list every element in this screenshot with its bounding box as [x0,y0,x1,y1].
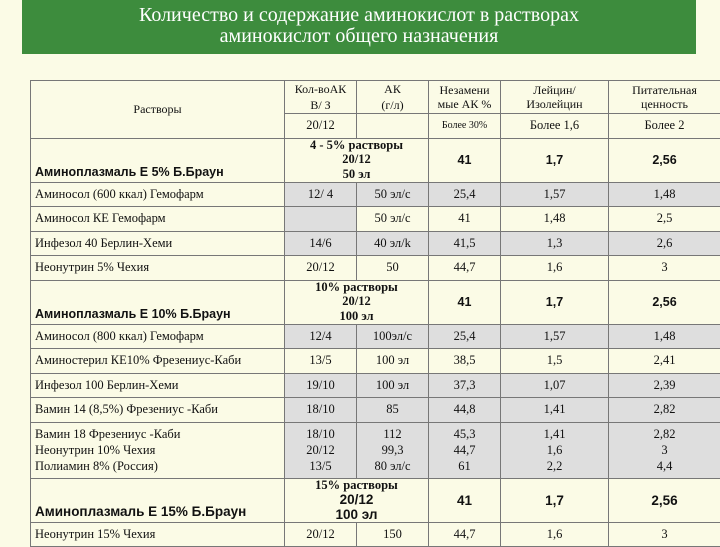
row-count: 13/5 [285,349,357,374]
ref-nutrition: Более 2 [609,114,720,139]
row-leucine: 2,2 [505,458,604,474]
row-count: 18/10 [289,426,352,442]
row-name: Аминоплазмаль Е 10% Б.Браун [31,280,285,324]
row-count: 20/12 [323,152,391,167]
row-name: Инфезол 100 Берлин-Хеми [31,373,285,398]
table-row [31,138,720,182]
row-essential: 44,8 [429,398,501,423]
row-ak: 40 эл/k [357,231,429,256]
row-name: Аминосол КЕ Гемофарм [31,207,285,232]
row-essential: 41,5 [429,231,501,256]
row-nutrition: 2,41 [609,349,720,374]
header-essential: Незамени мые АК % [429,81,501,114]
header-count-sub: В/ З [289,97,352,113]
row-name: Неонутрин 10% Чехия [35,442,280,458]
section-10-percent [285,280,429,324]
row-leucine: 1,6 [501,522,609,547]
row-leucine: 1,3 [501,231,609,256]
row-nutrition: 2,56 [609,280,720,324]
row-leucine: 1,48 [501,207,609,232]
ref-ak-empty [357,114,429,139]
header-ak [357,81,429,114]
section-label: 4 - 5% растворы [289,139,424,152]
row-ak: 50 эл/с [357,182,429,207]
row-name: Аминостерил КЕ10% Фрезениус-Каби [31,349,285,374]
row-leucine: 1,5 [501,349,609,374]
title-line-2: аминокислот общего назначения [220,25,499,47]
row-name: Аминоплазмаль Е 15% Б.Браун [31,478,285,522]
table-row [31,182,720,207]
table-row [31,373,720,398]
row-ak: 100 эл [357,373,429,398]
slide-title [22,0,696,54]
row-leucine: 1,57 [501,182,609,207]
row-name: Полиамин 8% (Россия) [35,458,280,474]
row-count: 20/12 [285,522,357,547]
header-solutions: Растворы [31,81,285,139]
row-names [31,422,285,478]
title-line-1: Количество и содержание аминокислот в растворах [139,4,579,26]
row-leucine: 1,7 [501,280,609,324]
header-leucine: Лейцин/ Изолейцин [501,81,609,114]
table-row [31,324,720,349]
row-essential: 37,3 [429,373,501,398]
table-row [31,280,720,324]
row-leucine: 1,7 [501,138,609,182]
row-count: 19/10 [285,373,357,398]
row-ak: 50 [357,256,429,281]
header-nutrition: Питательная ценность [609,81,720,114]
row-essential: 41 [429,478,501,522]
row-nutrition: 2,56 [609,138,720,182]
row-name: Вамин 14 (8,5%) Фрезениус -Каби [31,398,285,423]
row-name: Аминосол (800 ккал) Гемофарм [31,324,285,349]
ref-essential: Более 30% [429,114,501,139]
row-count: 13/5 [289,458,352,474]
row-essential: 41 [429,280,501,324]
row-name: Аминоплазмаль Е 5% Б.Браун [31,138,285,182]
header-ak-label: АК [361,81,424,97]
row-nutrition: 3 [613,442,716,458]
section-label: 10% растворы [289,281,424,294]
row-essential: 44,7 [433,442,496,458]
row-count: 20/12 [285,256,357,281]
table-row-group [31,422,720,478]
row-nutrition: 2,82 [609,398,720,423]
row-nutrition: 1,48 [609,182,720,207]
row-nutrition: 3 [609,522,720,547]
row-nutritions [609,422,720,478]
section-15-percent [285,478,429,522]
row-nutrition: 2,56 [609,478,720,522]
row-name: Вамин 18 Фрезениус -Каби [35,426,280,442]
row-ak: 112 [361,426,424,442]
row-leucine: 1,41 [501,398,609,423]
row-leucines [501,422,609,478]
row-count: 18/10 [285,398,357,423]
row-ak: 50 эл/с [357,207,429,232]
row-ak: 100 эл [357,349,429,374]
row-leucine: 1,07 [501,373,609,398]
row-count [285,207,357,232]
row-count: 14/6 [285,231,357,256]
ref-leucine: Более 1,6 [501,114,609,139]
row-leucine: 1,7 [501,478,609,522]
row-essential: 25,4 [429,182,501,207]
row-essential: 44,7 [429,256,501,281]
row-ak: 150 [357,522,429,547]
row-leucine: 1,6 [501,256,609,281]
row-essential: 45,3 [433,426,496,442]
row-count: 12/ 4 [285,182,357,207]
table-row [31,231,720,256]
row-essential: 41 [429,138,501,182]
row-ak: 100 эл [323,507,391,522]
row-name: Аминосол (600 ккал) Гемофарм [31,182,285,207]
row-ak: 100эл/с [357,324,429,349]
row-aks [357,422,429,478]
row-ak: 50 эл [323,167,391,182]
row-leucine: 1,6 [505,442,604,458]
table-row [31,522,720,547]
row-ak: 85 [357,398,429,423]
row-count: 20/12 [323,294,391,309]
row-leucine: 1,57 [501,324,609,349]
header-count-label: Кол-воАК [289,81,352,97]
section-label: 15% растворы [289,479,424,492]
table-row [31,349,720,374]
row-nutrition: 2,6 [609,231,720,256]
row-ak: 99,3 [361,442,424,458]
row-nutrition: 2,82 [613,426,716,442]
row-essential: 44,7 [429,522,501,547]
amino-acid-table [30,80,720,547]
row-count: 12/4 [285,324,357,349]
row-essential: 25,4 [429,324,501,349]
row-leucine: 1,41 [505,426,604,442]
row-essential: 61 [433,458,496,474]
header-count [285,81,357,114]
row-nutrition: 2,5 [609,207,720,232]
row-name: Неонутрин 15% Чехия [31,522,285,547]
row-essential: 41 [429,207,501,232]
row-name: Неонутрин 5% Чехия [31,256,285,281]
row-counts [285,422,357,478]
row-nutrition: 4,4 [613,458,716,474]
row-count: 20/12 [289,442,352,458]
table-row [31,256,720,281]
table-row [31,478,720,522]
row-name: Инфезол 40 Берлин-Хеми [31,231,285,256]
row-essential: 38,5 [429,349,501,374]
row-count: 20/12 [323,492,391,507]
row-ak: 100 эл [323,309,391,324]
row-nutrition: 1,48 [609,324,720,349]
table-row [31,207,720,232]
ref-count: 20/12 [285,114,357,139]
row-essentials [429,422,501,478]
row-nutrition: 3 [609,256,720,281]
header-ak-sub: (г/л) [361,97,424,113]
row-nutrition: 2,39 [609,373,720,398]
row-ak: 80 эл/с [361,458,424,474]
header-row [31,81,720,114]
section-4-5-percent [285,138,429,182]
table-row [31,398,720,423]
